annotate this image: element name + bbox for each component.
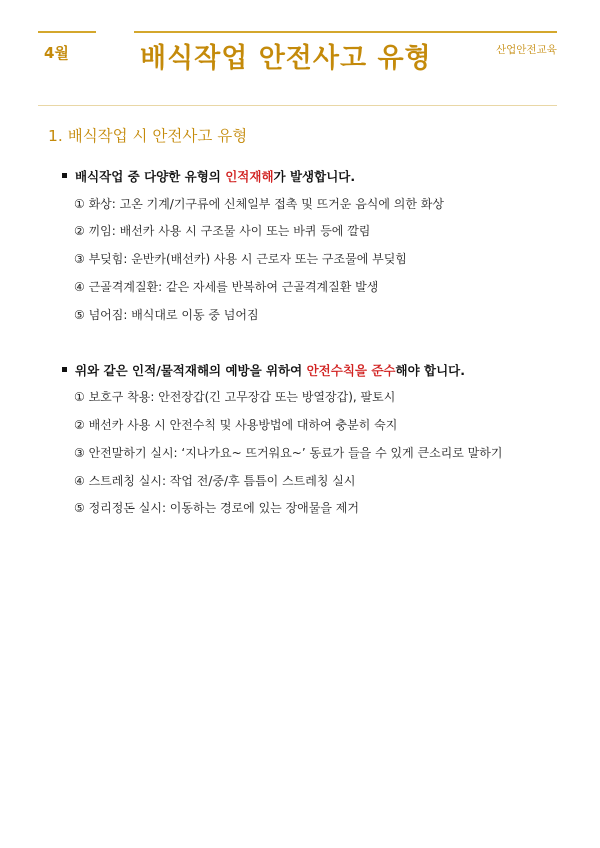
month-label: 4월 bbox=[44, 44, 69, 62]
block2-lead-after: 해야 합니다. bbox=[395, 363, 465, 378]
block1-lead-after: 가 발생합니다. bbox=[273, 169, 356, 184]
block1-lead bbox=[62, 167, 355, 185]
header-divider bbox=[38, 105, 557, 106]
square-bullet-icon bbox=[62, 173, 67, 178]
block2-lead bbox=[62, 361, 465, 379]
block2-item: ④ 스트레칭 실시: 작업 전/중/후 틈틈이 스트레칭 실시 bbox=[74, 474, 356, 488]
block2-item: ⑤ 정리정돈 실시: 이동하는 경로에 있는 장애물을 제거 bbox=[74, 501, 359, 515]
month-top-rule bbox=[38, 31, 96, 33]
block1-lead-highlight: 인적재해 bbox=[225, 169, 274, 184]
title-top-rule bbox=[134, 31, 557, 33]
block2-item: ② 배선카 사용 시 안전수칙 및 사용방법에 대하여 충분히 숙지 bbox=[74, 418, 398, 432]
block2-lead-before: 위와 같은 인적/물적재해의 예방을 위하여 bbox=[75, 363, 307, 378]
block1-item: ④ 근골격계질환: 같은 자세를 반복하여 근골격계질환 발생 bbox=[74, 280, 379, 294]
square-bullet-icon bbox=[62, 367, 67, 372]
block1-lead-before: 배식작업 중 다양한 유형의 bbox=[75, 169, 226, 184]
block2-item: ① 보호구 착용: 안전장갑(긴 고무장갑 또는 방열장갑), 팔토시 bbox=[74, 390, 396, 404]
brand-label: 산업안전교육 bbox=[496, 44, 557, 56]
block2-lead-highlight1: 안전수칙 bbox=[306, 363, 355, 378]
block2-lead-highlight2: 준수 bbox=[371, 363, 396, 378]
block1-item: ⑤ 넘어짐: 배식대로 이동 중 넘어짐 bbox=[74, 308, 259, 322]
page-title: 배식작업 안전사고 유형 bbox=[140, 43, 432, 74]
block1-item: ② 끼임: 배선카 사용 시 구조물 사이 또는 바퀴 등에 깔림 bbox=[74, 224, 371, 238]
block2-lead-middle: 을 bbox=[354, 363, 372, 378]
block1-item: ① 화상: 고온 기계/기구류에 신체일부 접촉 및 뜨거운 음식에 의한 화상 bbox=[74, 197, 444, 211]
section-title: 1. 배식작업 시 안전사고 유형 bbox=[48, 127, 248, 145]
block2-item: ③ 안전말하기 실시: ‘지나가요~ 뜨거워요~’ 동료가 들을 수 있게 큰소리로 말하기 bbox=[74, 446, 503, 460]
block1-item: ③ 부딪힘: 운반카(배선카) 사용 시 근로자 또는 구조물에 부딪힘 bbox=[74, 252, 407, 266]
